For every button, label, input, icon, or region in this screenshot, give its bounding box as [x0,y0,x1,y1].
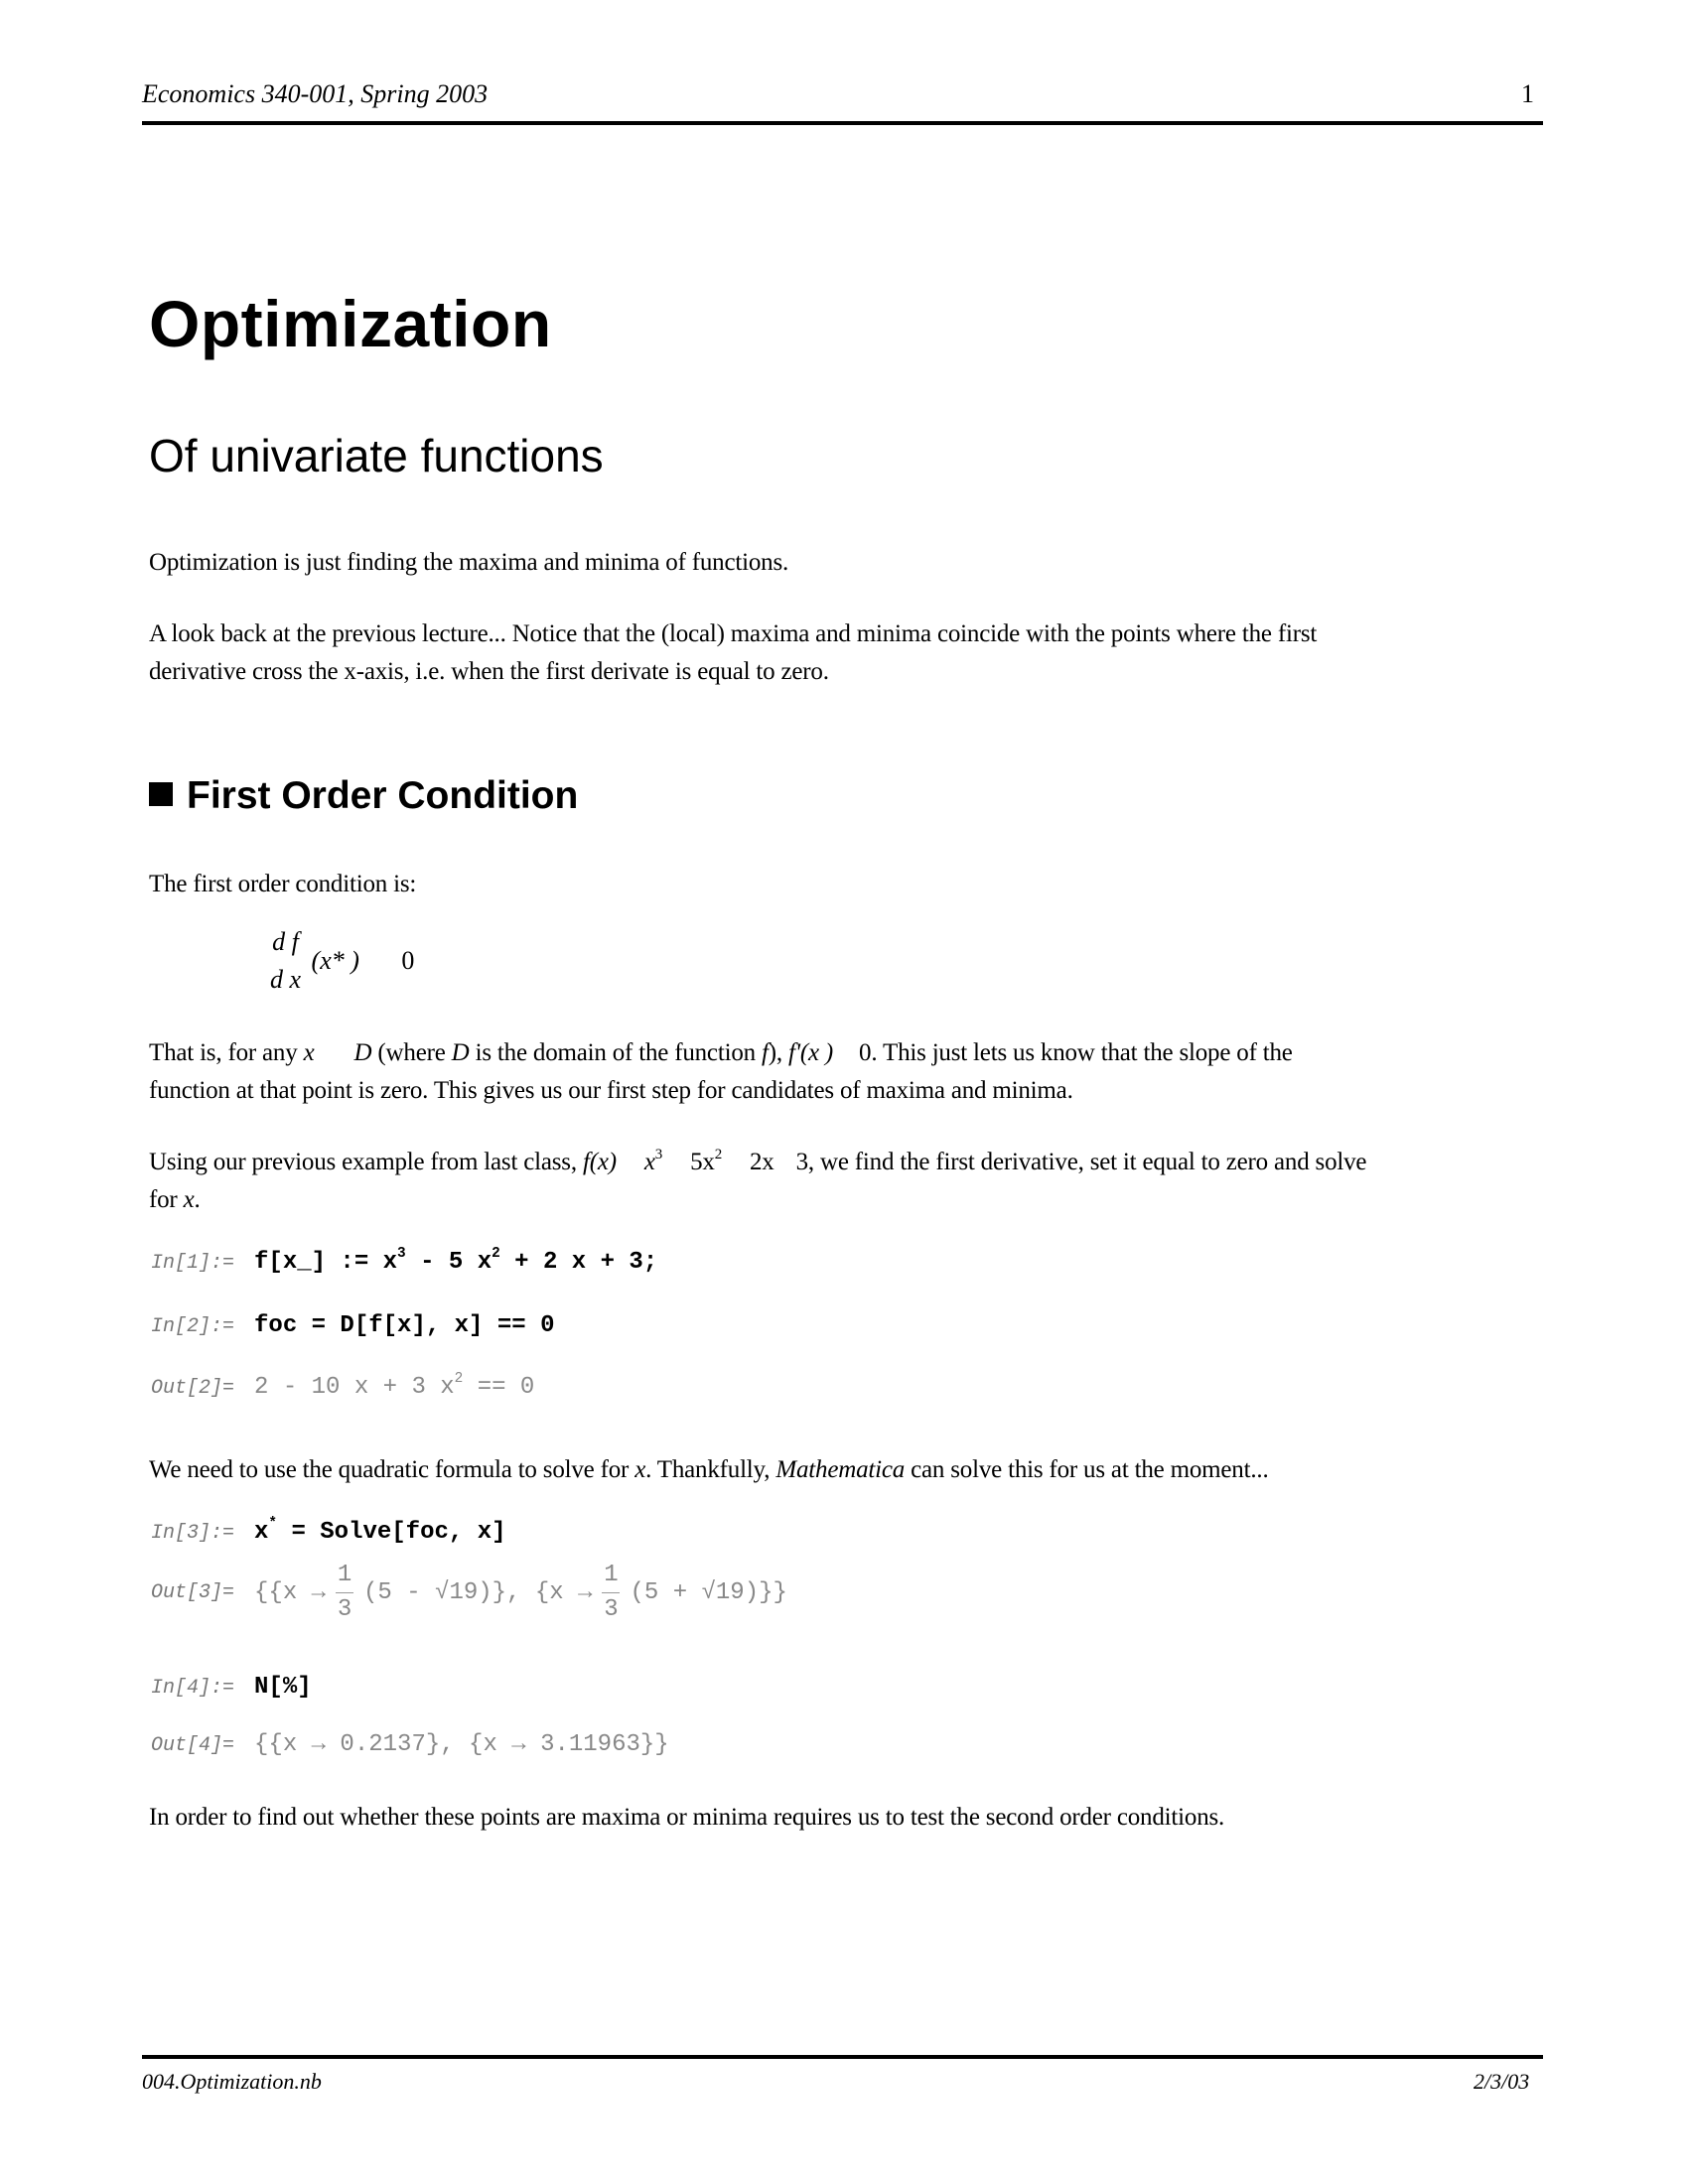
math-f: f [761,1039,769,1066]
page-title: Optimization [149,287,552,360]
footer-date: 2/3/03 [1474,2069,1530,2094]
that-is-line-1 [149,1034,1293,1072]
text: That is, for any [149,1039,304,1066]
notebook-cell-in-2 [151,1312,554,1339]
math-fprime: f'(x ) [787,1039,834,1066]
notebook-cell-out-4 [151,1731,669,1758]
look-back-paragraph-line-2: derivative cross the x-axis, i.e. when the first derivate is equal to zero. [149,658,829,685]
notebook-cell-in-4 [151,1674,312,1701]
quadratic-note [149,1451,1269,1489]
text: (where [371,1039,452,1066]
example-line-1 [149,1144,1366,1181]
cell-input-code[interactable]: foc = D[f[x], x] == 0 [254,1312,555,1339]
text: Using our previous example from last class, [149,1149,583,1175]
cell-label: In[1]:= [151,1252,235,1275]
formula-argument: (x* ) [311,946,359,975]
intro-paragraph: Optimization is just finding the maxima and minima of functions. [149,549,789,576]
cell-label: Out[2]= [151,1377,235,1400]
text: can solve this for us at the moment... [905,1456,1269,1483]
text: . [194,1186,201,1213]
cell-output: {{x → 0.2137}, {x → 3.11963}} [254,1731,669,1758]
text: for [149,1186,184,1213]
notebook-cell-in-3 [151,1516,506,1546]
cell-output: 2 - 10 x + 3 $x^2 == 0$ [254,1371,535,1401]
text: 0. This just lets us know that the slope of the [859,1039,1293,1066]
math-x: x [303,1039,315,1066]
section-heading [149,774,578,818]
math-fx: f(x) [582,1149,617,1175]
math-x: x [183,1186,195,1213]
fraction-one-third: 1 3 [337,1562,352,1623]
cell-output: {{x → 1 3 (5 - √19) }, {x → 1 3 (5 + √19) }} [254,1562,787,1623]
exponent: 3 [654,1146,663,1162]
cell-label: Out[4]= [151,1734,235,1757]
cell-input-code[interactable]: f[x_] := $x^3 - 5$ $x^2 + 2$ x + 3; [254,1246,658,1276]
mathematica-name: Mathematica [775,1456,906,1483]
fraction-one-third: 1 3 [604,1562,619,1623]
text: ), [768,1039,788,1066]
cell-input-code[interactable]: N[%] [254,1674,312,1701]
that-is-line-2: function at that point is zero. This gives us our first step for candidates of maxima and minima. [149,1077,1073,1104]
cell-label: Out[3]= [151,1581,235,1604]
text: 3, we find the first derivative, set it equal to zero and solve [795,1149,1367,1175]
math-term: x [643,1149,655,1175]
page-subtitle: Of univariate functions [149,430,604,481]
cell-input-code[interactable]: x* = Solve[foc, x] [254,1516,506,1546]
math-D: D [353,1039,372,1066]
math-x: x [634,1456,646,1483]
text: is the domain of the function [469,1039,762,1066]
running-header-title: Economics 340-001, Spring 2003 [142,79,489,108]
footer-rule [142,2055,1543,2059]
text: . Thankfully, [645,1456,776,1483]
cell-label: In[3]:= [151,1522,235,1545]
header-rule [142,121,1543,125]
formula-rhs: 0 [401,946,415,975]
exponent: 2 [714,1146,722,1162]
look-back-paragraph-line-1: A look back at the previous lecture... Notice that the (local) maxima and minima coincide with the points where the first [149,620,1318,647]
footer-filename: 004.Optimization.nb [142,2069,322,2094]
notebook-cell-in-1 [151,1246,658,1276]
notebook-cell-out-3 [151,1561,787,1625]
closing-paragraph: In order to find out whether these points are maxima or minima requires us to test the second order conditions. [149,1804,1225,1831]
foc-formula [270,923,414,999]
example-line-2 [149,1181,201,1219]
math-D: D [451,1039,470,1066]
notebook-cell-out-2 [151,1371,535,1401]
section-heading-text: First Order Condition [187,774,579,817]
cell-label: In[4]:= [151,1677,235,1700]
page-number: 1 [1521,79,1534,108]
fraction-denominator: d x [270,965,302,994]
foc-lead-text: The first order condition is: [149,871,417,897]
cell-label: In[2]:= [151,1315,235,1338]
text: We need to use the quadratic formula to solve for [149,1456,635,1483]
fraction-numerator: d f [272,927,299,956]
derivative-fraction [270,923,301,999]
math-term: 5x [690,1149,715,1175]
square-bullet-icon [149,782,173,806]
math-term: 2x [750,1149,774,1175]
